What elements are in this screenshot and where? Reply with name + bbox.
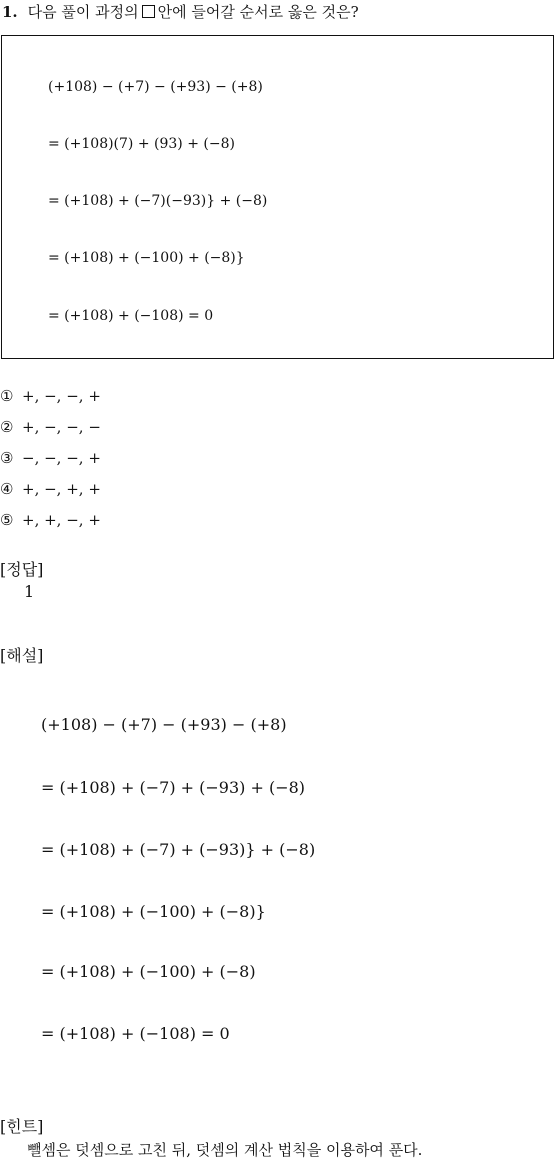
solution-line: = (+108) + (−100) + (−8) — [41, 962, 256, 981]
choice-1[interactable]: ① +, −, −, + — [0, 387, 101, 405]
question-number: 1. — [2, 3, 18, 21]
blank-box-icon — [142, 5, 155, 18]
choice-3[interactable]: ③ −, −, −, + — [0, 449, 101, 467]
answer-label: [정답] — [0, 560, 44, 579]
answer-value: 1 — [24, 582, 35, 601]
hint-text: 뺄셈은 덧셈으로 고친 뒤, 덧셈의 계산 법칙을 이용하여 푼다. — [27, 1141, 423, 1159]
choice-5[interactable]: ⑤ +, +, −, + — [0, 511, 101, 529]
solution-line: = (+108) + (−100) + (−8)} — [41, 902, 266, 921]
box-line: = (+108) + (−108) = 0 — [48, 308, 214, 324]
solution-line: = (+108) + (−7) + (−93)} + (−8) — [41, 840, 316, 859]
question-stem — [2, 1, 359, 22]
box-line: = (+108) + (−100) + (−8)} — [48, 250, 245, 266]
hint-label: [힌트] — [0, 1117, 44, 1136]
solution-line: (+108) − (+7) − (+93) − (+8) — [41, 715, 287, 734]
solution-label: [해설] — [0, 646, 44, 665]
box-line: (+108) − (+7) − (+93) − (+8) — [48, 79, 263, 95]
question-text-before: 다음 풀이 과정의 — [27, 3, 139, 21]
solution-line: = (+108) + (−108) = 0 — [41, 1024, 230, 1043]
problem-box — [1, 35, 554, 359]
box-line: = (+108)(7) + (93) + (−8) — [48, 136, 235, 152]
choice-2[interactable]: ② +, −, −, − — [0, 418, 101, 436]
question-text-after: 안에 들어갈 순서로 옳은 것은? — [157, 3, 359, 21]
choice-4[interactable]: ④ +, −, +, + — [0, 480, 101, 498]
solution-line: = (+108) + (−7) + (−93) + (−8) — [41, 778, 306, 797]
box-line: = (+108) + (−7)(−93)} + (−8) — [48, 193, 268, 209]
